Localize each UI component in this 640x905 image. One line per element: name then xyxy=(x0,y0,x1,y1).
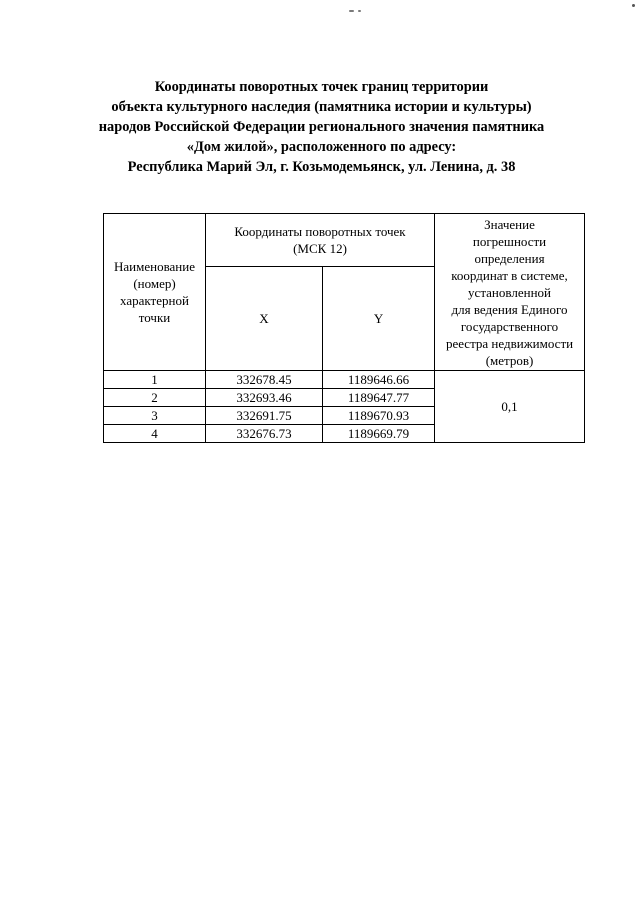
header-point-name xyxy=(104,214,206,371)
title-line-5: Республика Марий Эл, г. Козьмодемьянск, ул. Ленина, д. 38 xyxy=(127,159,516,175)
x-value: 332691.75 xyxy=(206,407,323,425)
header-point-name-line: Наименование xyxy=(114,259,195,274)
title-line-4: «Дом жилой», расположенного по адресу: xyxy=(186,139,457,155)
y-value: 1189647.77 xyxy=(323,389,435,407)
x-value: 332693.46 xyxy=(206,389,323,407)
header-point-name-line: (номер) xyxy=(133,276,176,291)
header-x: X xyxy=(206,267,323,371)
header-accuracy-line: установленной xyxy=(468,284,551,300)
header-coordinates-line: Координаты поворотных точек xyxy=(234,224,406,239)
header-accuracy-line: для ведения Единого xyxy=(451,301,568,317)
title-line-2: объекта культурного наследия (памятника истории и культуры) xyxy=(111,99,532,115)
header-coordinates-group xyxy=(206,214,435,267)
table-header-row-top xyxy=(104,214,585,267)
header-accuracy-line: реестра недвижимости xyxy=(445,335,574,351)
accuracy-value: 0,1 xyxy=(435,371,585,443)
scan-artifact-mark xyxy=(349,9,363,13)
point-number: 1 xyxy=(104,371,206,389)
table-row xyxy=(104,371,585,389)
title-line-3: народов Российской Федерации регионального значения памятника xyxy=(98,119,545,135)
header-accuracy xyxy=(435,214,585,371)
x-value: 332676.73 xyxy=(206,425,323,443)
header-accuracy-line: Значение xyxy=(484,216,535,232)
point-number: 4 xyxy=(104,425,206,443)
point-number: 2 xyxy=(104,389,206,407)
scan-artifact-dot xyxy=(632,4,635,7)
header-accuracy-line: координат в системе, xyxy=(451,267,568,283)
header-point-name-line: точки xyxy=(138,310,171,325)
header-accuracy-line: (метров) xyxy=(485,352,534,368)
document-title xyxy=(40,77,603,177)
header-accuracy-line: определения xyxy=(474,250,545,266)
point-number: 3 xyxy=(104,407,206,425)
y-value: 1189670.93 xyxy=(323,407,435,425)
header-y: Y xyxy=(323,267,435,371)
header-point-name-line: характерной xyxy=(120,293,189,308)
header-accuracy-line: погрешности xyxy=(472,233,547,249)
x-value: 332678.45 xyxy=(206,371,323,389)
y-value: 1189646.66 xyxy=(323,371,435,389)
title-line-1: Координаты поворотных точек границ территории xyxy=(154,79,489,95)
header-coordinates-line: (МСК 12) xyxy=(293,241,347,256)
coordinates-table xyxy=(103,213,585,443)
header-accuracy-line: государственного xyxy=(460,318,559,334)
y-value: 1189669.79 xyxy=(323,425,435,443)
